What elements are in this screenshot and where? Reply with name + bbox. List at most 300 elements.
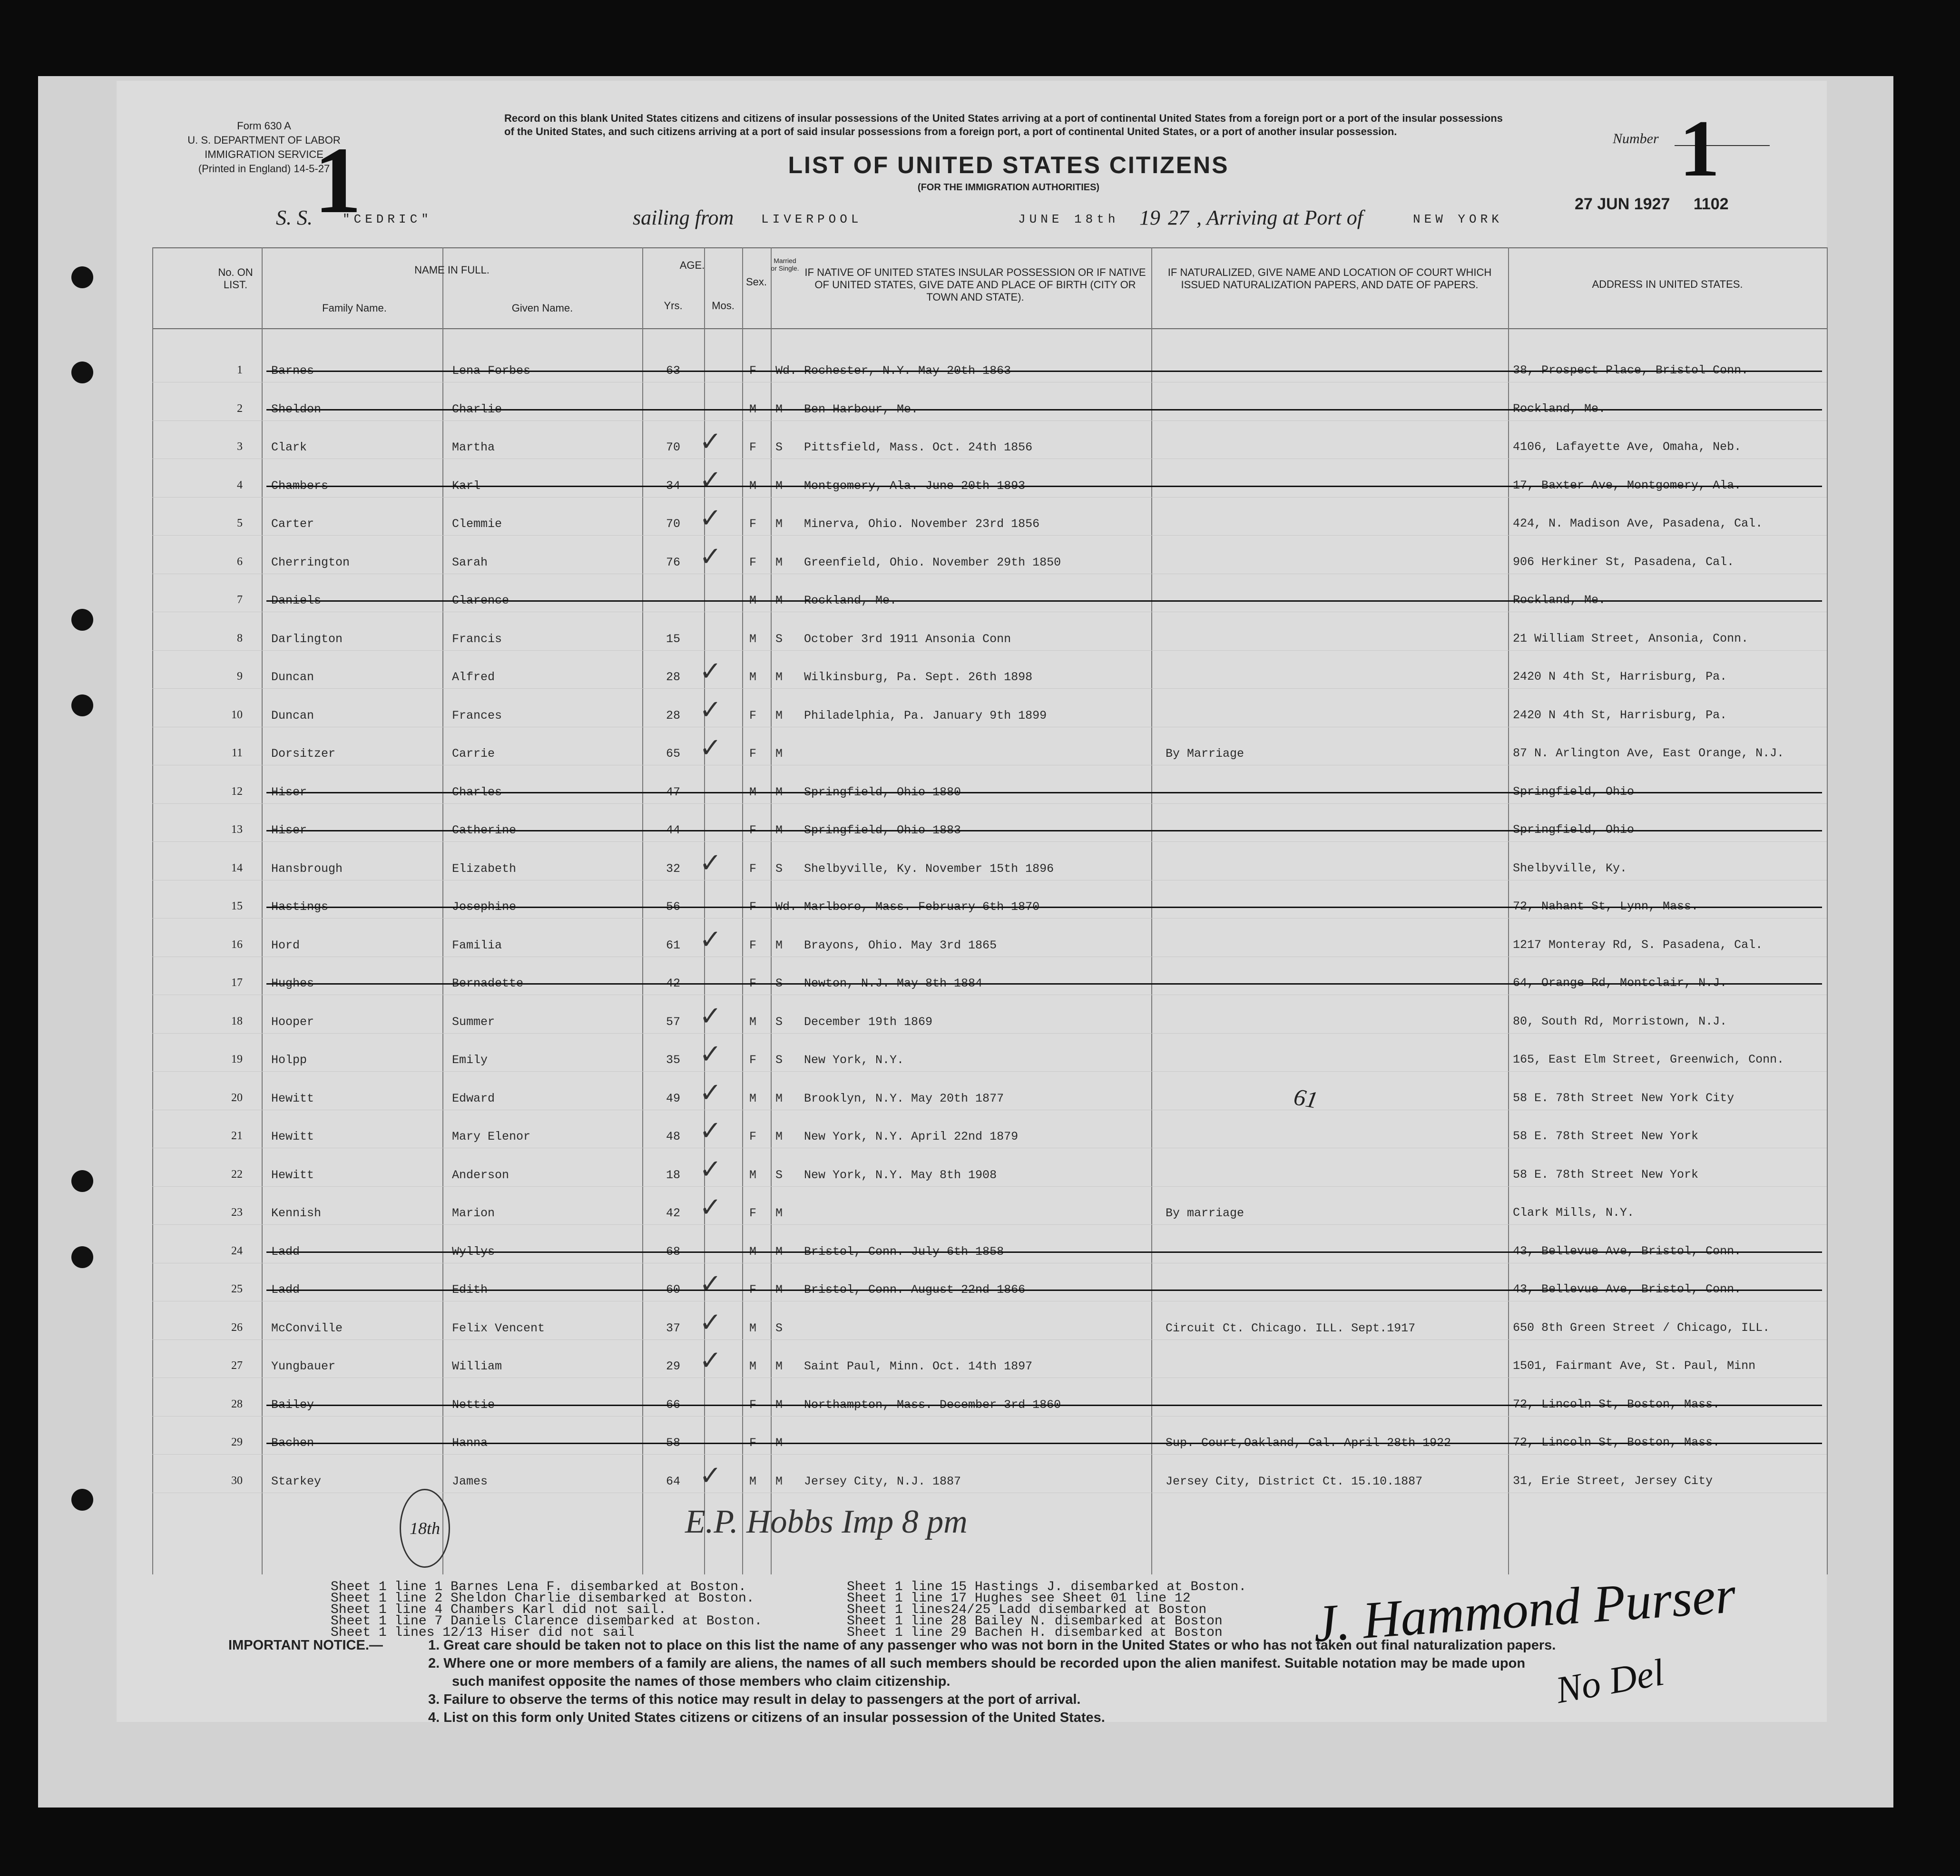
cell-family: Ladd [271,1283,300,1297]
cell-sex: F [749,1397,757,1412]
page-title: LIST OF UNITED STATES CITIZENS [788,152,1229,178]
row-number: 10 [231,708,243,721]
strike-through-line [266,1405,1822,1406]
check-mark: ✓ [699,1039,722,1070]
cell-yrs: 42 [666,1206,681,1220]
cell-family: Hewitt [271,1091,314,1105]
sheet-note: Sheet 1 line 17 Hughes see Sheet 01 line 12 [847,1591,1191,1606]
cell-sex: M [749,1359,757,1373]
cell-family: Hiser [271,785,307,799]
cell-ms: S [775,977,783,990]
row-divider [152,841,1827,842]
check-mark: ✓ [699,924,722,955]
cell-birth: Rochester, N.Y. May 20th 1863 [804,364,1011,378]
row-number: 18 [231,1015,243,1027]
cell-yrs: 57 [666,1015,681,1029]
sheet-note: Sheet 1 lines24/25 Ladd disembarked at Boston [847,1602,1207,1617]
cell-family: Kennish [271,1206,322,1220]
cell-ms: S [775,1321,783,1335]
cell-addr: Clark Mills, N.Y. [1513,1206,1635,1220]
cell-given: Martha [452,440,495,454]
cell-birth: Pittsfield, Mass. Oct. 24th 1856 [804,440,1033,454]
cell-yrs: 64 [666,1474,681,1488]
cell-yrs: 61 [666,938,681,952]
col-header-given: Given Name. [511,302,573,314]
row-number: 20 [231,1091,243,1104]
col-divider [771,247,772,1574]
row-divider [152,535,1827,536]
cell-birth: Brayons, Ohio. May 3rd 1865 [804,938,997,952]
cell-family: Carter [271,517,314,531]
strike-through-line [266,371,1822,372]
strike-through-line [266,792,1822,793]
cell-birth: Saint Paul, Minn. Oct. 14th 1897 [804,1359,1033,1373]
cell-ms: M [775,1283,783,1297]
cell-ms: M [775,708,783,723]
col-divider [152,247,153,1574]
cell-family: Chambers [271,479,329,493]
row-divider [152,1033,1827,1034]
col-header-mos: Mos. [712,300,735,312]
row-number: 21 [231,1130,243,1142]
cell-given: Frances [452,708,502,723]
cell-birth: Bristol, Conn. July 6th 1858 [804,1244,1004,1259]
cell-family: Holpp [271,1053,307,1067]
cell-ms: M [775,1091,783,1105]
cell-family: Daniels [271,594,322,607]
check-mark: ✓ [699,503,722,534]
row-divider [152,688,1827,689]
row-divider [152,497,1827,498]
cell-given: Francis [452,632,502,646]
row-divider [152,1339,1827,1340]
cell-yrs: 29 [666,1359,681,1373]
cell-addr: Springfield, Ohio [1513,823,1635,837]
cell-birth: Newton, N.J. May 8th 1884 [804,977,983,990]
handwritten-circle-note: 18th [400,1489,450,1568]
cell-ms: M [775,1474,783,1488]
cell-birth: Montgomery, Ala. June 20th 1893 [804,479,1026,493]
col-divider [262,247,263,1574]
binder-hole [71,266,93,288]
binder-hole [71,694,93,716]
cell-given: Summer [452,1015,495,1029]
row-number: 3 [237,440,243,453]
cell-birth: Rockland, Me. [804,594,897,607]
cell-birth: Philadelphia, Pa. January 9th 1899 [804,708,1047,723]
number-value: 1 [1679,104,1720,193]
cell-ms: S [775,861,783,876]
cell-addr: 17, Baxter Ave, Montgomery, Ala. [1513,478,1742,492]
cell-yrs: 37 [666,1321,681,1335]
cell-addr: 21 William Street, Ansonia, Conn. [1513,631,1749,645]
cell-given: James [452,1474,488,1488]
cell-nat: By Marriage [1166,747,1245,761]
year-label: 19 [1139,206,1160,229]
form-line: IMMIGRATION SERVICE [205,148,323,160]
cell-ms: M [775,1359,783,1373]
sheet-note: Sheet 1 lines 12/13 Hiser did not sail [331,1625,635,1640]
check-mark: ✓ [699,426,722,457]
cell-birth: Jersey City, N.J. 1887 [804,1474,961,1488]
arriving-label: , Arriving at Port of [1196,206,1363,229]
sailing-from: LIVERPOOL [761,212,862,226]
cell-addr: 72, Lincoln St, Boston, Mass. [1513,1397,1720,1411]
cell-yrs: 44 [666,823,681,837]
cell-addr: 424, N. Madison Ave, Pasadena, Cal. [1513,517,1763,530]
cell-nat: By marriage [1166,1206,1245,1220]
cell-given: Emily [452,1053,488,1067]
check-mark: ✓ [699,1269,722,1300]
cell-addr: 58 E. 78th Street New York [1513,1129,1699,1143]
cell-yrs: 28 [666,708,681,723]
cell-yrs: 60 [666,1283,681,1297]
passenger-table [152,247,1827,1574]
cell-sex: M [749,1168,757,1182]
page-subtitle: (FOR THE IMMIGRATION AUTHORITIES) [917,182,1100,193]
cell-yrs: 34 [666,479,681,493]
cell-yrs: 70 [666,517,681,531]
cell-given: Marion [452,1206,495,1220]
sailing-date: JUNE 18th [1018,212,1119,226]
cell-birth: Springfield, Ohio 1880 [804,785,961,799]
row-divider [152,1416,1827,1417]
strike-through-line [266,409,1822,410]
cell-family: Barnes [271,364,314,378]
cell-ms: M [775,938,783,952]
binder-hole [71,1246,93,1268]
row-number: 25 [231,1283,243,1295]
cell-family: Duncan [271,670,314,684]
cell-given: Edith [452,1283,488,1297]
row-number: 23 [231,1206,243,1219]
cell-sex: F [749,364,757,378]
cell-family: Bachen [271,1436,314,1450]
year-value: 27 [1168,206,1189,229]
row-number: 9 [237,670,243,683]
check-mark: ✓ [699,656,722,687]
cell-addr: 58 E. 78th Street New York City [1513,1091,1735,1105]
arriving-port: NEW YORK [1413,212,1503,226]
cell-addr: 43, Bellevue Ave, Bristol, Conn. [1513,1282,1742,1296]
cell-family: Duncan [271,708,314,723]
col-header-no: No. ON LIST. [218,266,253,291]
row-number: 22 [231,1168,243,1181]
check-mark: ✓ [699,541,722,572]
cell-sex: F [749,708,757,723]
cell-birth: New York, N.Y. April 22nd 1879 [804,1130,1019,1143]
cell-sex: F [749,1283,757,1297]
sailing-from-label: sailing from [633,206,734,229]
row-number: 11 [231,747,243,759]
col-header-married: Married or Single. [771,257,799,272]
binder-hole [71,1170,93,1192]
cell-family: Darlington [271,632,343,646]
stamp-code: 1102 [1693,195,1729,213]
row-number: 6 [237,555,243,568]
cell-addr: 72, Nahant St, Lynn, Mass. [1513,899,1699,913]
cell-addr: Springfield, Ohio [1513,784,1635,799]
cell-sex: M [749,1244,757,1259]
handwritten-inspector-note: E.P. Hobbs Imp 8 pm [685,1504,968,1540]
notice-item: 2. Where one or more members of a family are aliens, the names of all such members should be recorded upon the alien manifest. Suitable notation may be made upon [428,1656,1526,1671]
cell-family: Hooper [271,1015,314,1029]
col-header-native: IF NATIVE OF UNITED STATES INSULAR POSSESSION OR IF NATIVE OF UNITED STATES, GIVE DATE AND PLACE OF BIRTH (CITY OR TOWN AND STATE). [804,266,1146,303]
cell-birth: October 3rd 1911 Ansonia Conn [804,632,1011,646]
notice-item: 1. Great care should be taken not to place on this list the name of any passenger who was not born in the United States or who has not taken out final naturalization papers. [428,1638,1556,1653]
col-header-naturalized: IF NATURALIZED, GIVE NAME AND LOCATION OF COURT WHICH ISSUED NATURALIZATION PAPERS, AND DATE OF PAPERS. [1167,266,1492,291]
cell-birth: Northampton, Mass. December 3rd 1860 [804,1397,1061,1412]
notice-item: 3. Failure to observe the terms of this notice may result in delay to passengers at the port of arrival. [428,1692,1081,1707]
cell-given: William [452,1359,502,1373]
cell-addr: 650 8th Green Street / Chicago, ILL. [1513,1320,1770,1335]
cell-given: Mary Elenor [452,1130,531,1143]
col-header-sex: Sex. [745,276,767,288]
cell-birth: New York, N.Y. [804,1053,904,1067]
strike-through-line [266,486,1822,487]
cell-yrs: 28 [666,670,681,684]
cell-addr: 2420 N 4th St, Harrisburg, Pa. [1513,708,1727,722]
sheet-note: Sheet 1 line 28 Bailey N. disembarked at Boston [847,1614,1223,1629]
cell-family: Hiser [271,823,307,837]
row-number: 13 [231,823,243,836]
check-mark: ✓ [699,1153,722,1185]
row-divider [152,650,1827,651]
row-divider [152,1224,1827,1225]
cell-addr: 80, South Rd, Morristown, N.J. [1513,1014,1727,1028]
cell-yrs: 48 [666,1130,681,1143]
cell-given: Alfred [452,670,495,684]
cell-ms: S [775,1015,783,1029]
cell-addr: 2420 N 4th St, Harrisburg, Pa. [1513,670,1727,684]
cell-yrs: 42 [666,977,681,990]
cell-family: Starkey [271,1474,322,1488]
cell-sex: M [749,785,757,799]
cell-ms: S [775,632,783,646]
strike-through-line [266,1290,1822,1291]
cell-ms: M [775,517,783,531]
cell-given: Charlie [452,402,502,416]
cell-addr: 4106, Lafayette Ave, Omaha, Neb. [1513,440,1742,454]
cell-given: Sarah [452,555,488,569]
cell-sex: F [749,1436,757,1450]
cell-given: Bernadette [452,977,524,990]
cell-ms: S [775,1168,783,1182]
cell-given: Edward [452,1091,495,1105]
cell-sex: M [749,670,757,684]
cell-yrs: 66 [666,1397,681,1412]
cell-given: Hanna [452,1436,488,1450]
cell-sex: F [749,517,757,531]
cell-birth: New York, N.Y. May 8th 1908 [804,1168,997,1182]
check-mark: ✓ [699,1192,722,1223]
col-divider [642,247,643,1574]
cell-sex: M [749,1015,757,1029]
cell-family: McConville [271,1321,343,1335]
sheet-note: Sheet 1 line 4 Chambers Karl did not sail. [331,1602,666,1617]
cell-given: Familia [452,938,502,952]
row-number: 16 [231,938,243,951]
cell-birth: Greenfield, Ohio. November 29th 1850 [804,555,1061,569]
cell-given: Karl [452,479,481,493]
cell-birth: Marlboro, Mass. February 6th 1870 [804,900,1040,914]
cell-birth: Shelbyville, Ky. November 15th 1896 [804,861,1054,876]
cell-family: Hansbrough [271,861,343,876]
col-header-age: AGE. [679,259,705,271]
top-notice: Record on this blank United States citizens and citizens of insular possessions of the United States arriving at a port of continental United States from a foreign port or a port of the insular possessions of the United States, and such citizens arriving at a port of said insular possessions from a foreign port, a port of continental United States, or a port of another insular possession. [504,112,1503,137]
row-number: 27 [231,1359,243,1372]
check-mark: ✓ [699,1307,722,1338]
cell-family: Hord [271,938,300,952]
col-header-family: Family Name. [322,302,387,314]
important-label: IMPORTANT NOTICE.— [228,1638,383,1653]
check-mark: ✓ [699,1460,722,1491]
cell-sex: M [749,479,757,493]
check-mark: ✓ [699,847,722,879]
sheet-note: Sheet 1 line 29 Bachen H. disembarked at Boston [847,1625,1223,1640]
row-number: 24 [231,1244,243,1257]
check-mark: ✓ [699,1000,722,1032]
cell-nat: Jersey City, District Ct. 15.10.1887 [1166,1474,1423,1488]
cell-given: Anderson [452,1168,510,1182]
cell-ms: S [775,440,783,454]
cell-yrs: 35 [666,1053,681,1067]
cell-family: Sheldon [271,402,322,416]
cell-addr: 906 Herkiner St, Pasadena, Cal. [1513,555,1735,569]
header-bottom-border [152,328,1827,329]
cell-sex: M [749,1474,757,1488]
row-number: 30 [231,1474,243,1487]
form-line: Form 630 A [237,120,291,132]
cell-addr: Rockland, Me. [1513,593,1606,607]
cell-sex: F [749,440,757,454]
notice-item: such manifest opposite the names of those members who claim citizenship. [452,1674,951,1689]
cell-given: Josephine [452,900,517,914]
row-number: 14 [231,861,243,874]
check-mark: ✓ [699,1115,722,1146]
cell-ms: S [775,1053,783,1067]
form-line: (Printed in England) 14-5-27 [198,163,330,175]
cell-yrs: 76 [666,555,681,569]
cell-yrs: 68 [666,1244,681,1259]
cell-family: Ladd [271,1244,300,1259]
stamp-date: 27 JUN 1927 [1575,195,1670,213]
cell-birth: Springfield, Ohio 1883 [804,823,961,837]
cell-addr: 1217 Monteray Rd, S. Pasadena, Cal. [1513,938,1763,952]
number-label: Number [1613,131,1659,147]
cell-yrs: 56 [666,900,681,914]
binder-holes [71,266,100,1598]
cell-ms: M [775,785,783,799]
cell-family: Hewitt [271,1130,314,1143]
cell-birth: Wilkinsburg, Pa. Sept. 26th 1898 [804,670,1033,684]
cell-given: Felix Vencent [452,1321,545,1335]
cell-sex: F [749,861,757,876]
cell-ms: M [775,1397,783,1412]
check-mark: ✓ [699,694,722,725]
cell-family: Hastings [271,900,329,914]
row-number: 19 [231,1053,243,1065]
cell-given: Lena Forbes [452,364,531,378]
cell-sex: F [749,1130,757,1143]
cell-ms: Wd. [775,364,797,378]
col-divider [1827,247,1828,1574]
row-number: 5 [237,517,243,529]
cell-sex: F [749,900,757,914]
cell-family: Hewitt [271,1168,314,1182]
cell-given: Clemmie [452,517,502,531]
cell-birth: Minerva, Ohio. November 23rd 1856 [804,517,1040,531]
cell-sex: M [749,632,757,646]
cell-ms: M [775,594,783,607]
cell-birth: December 19th 1869 [804,1015,933,1029]
col-divider [1508,247,1509,1574]
cell-yrs: 49 [666,1091,681,1105]
cell-family: Clark [271,440,307,454]
cell-family: Dorsitzer [271,747,336,761]
row-number: 29 [231,1436,243,1448]
col-divider [442,247,443,1574]
sheet-notes-left [331,1582,762,1639]
cell-yrs: 63 [666,364,681,378]
cell-addr: 31, Erie Street, Jersey City [1513,1474,1713,1488]
cell-ms: Wd. [775,900,797,914]
strike-through-line [266,830,1822,831]
col-divider [1151,247,1152,1574]
cell-ms: M [775,1206,783,1220]
cell-sex: F [749,555,757,569]
sheet-note: Sheet 1 line 15 Hastings J. disembarked at Boston. [847,1580,1247,1594]
cell-addr: 64, Orange Rd, Montclair, N.J. [1513,976,1727,990]
binder-hole [71,1489,93,1511]
cell-addr: 87 N. Arlington Ave, East Orange, N.J. [1513,746,1784,760]
cell-addr: 38, Prospect Place, Bristol Conn. [1513,363,1749,377]
form-line: U. S. DEPARTMENT OF LABOR [187,134,341,146]
check-mark: ✓ [699,1345,722,1376]
cell-sex: M [749,402,757,416]
cell-birth: Bristol, Conn. August 22nd 1866 [804,1283,1026,1297]
cell-sex: M [749,594,757,607]
notice-item: 4. List on this form only United States citizens or citizens of an insular possession of the United States. [428,1710,1105,1725]
row-number: 2 [237,402,243,415]
strike-through-line [266,1251,1822,1253]
ship-prefix: S. S. [276,206,313,229]
strike-through-line [266,1443,1822,1444]
sheet-note: Sheet 1 line 1 Barnes Lena F. disembarked at Boston. [331,1580,746,1594]
row-number: 12 [231,785,243,798]
cell-yrs: 18 [666,1168,681,1182]
sheet-number-large: 1 [314,128,362,233]
cell-ms: M [775,1436,783,1450]
row-number: 28 [231,1397,243,1410]
cell-nat: Sup. Court,Oakland, Cal. April 28th 1922 [1166,1436,1451,1450]
row-number: 17 [231,977,243,989]
cell-sex: F [749,938,757,952]
binder-hole [71,362,93,383]
row-divider [152,1071,1827,1072]
cell-nat: Circuit Ct. Chicago. ILL. Sept.1917 [1166,1321,1416,1335]
row-number: 26 [231,1321,243,1334]
cell-yrs: 58 [666,1436,681,1450]
cell-given: Nettie [452,1397,495,1412]
handwritten-mark: 61 [1292,1083,1320,1114]
row-number: 1 [237,364,243,376]
cell-yrs: 65 [666,747,681,761]
cell-addr: Rockland, Me. [1513,401,1606,416]
strike-through-line [266,907,1822,908]
cell-ms: M [775,670,783,684]
cell-addr: 43, Bellevue Ave, Bristol, Conn. [1513,1244,1742,1258]
